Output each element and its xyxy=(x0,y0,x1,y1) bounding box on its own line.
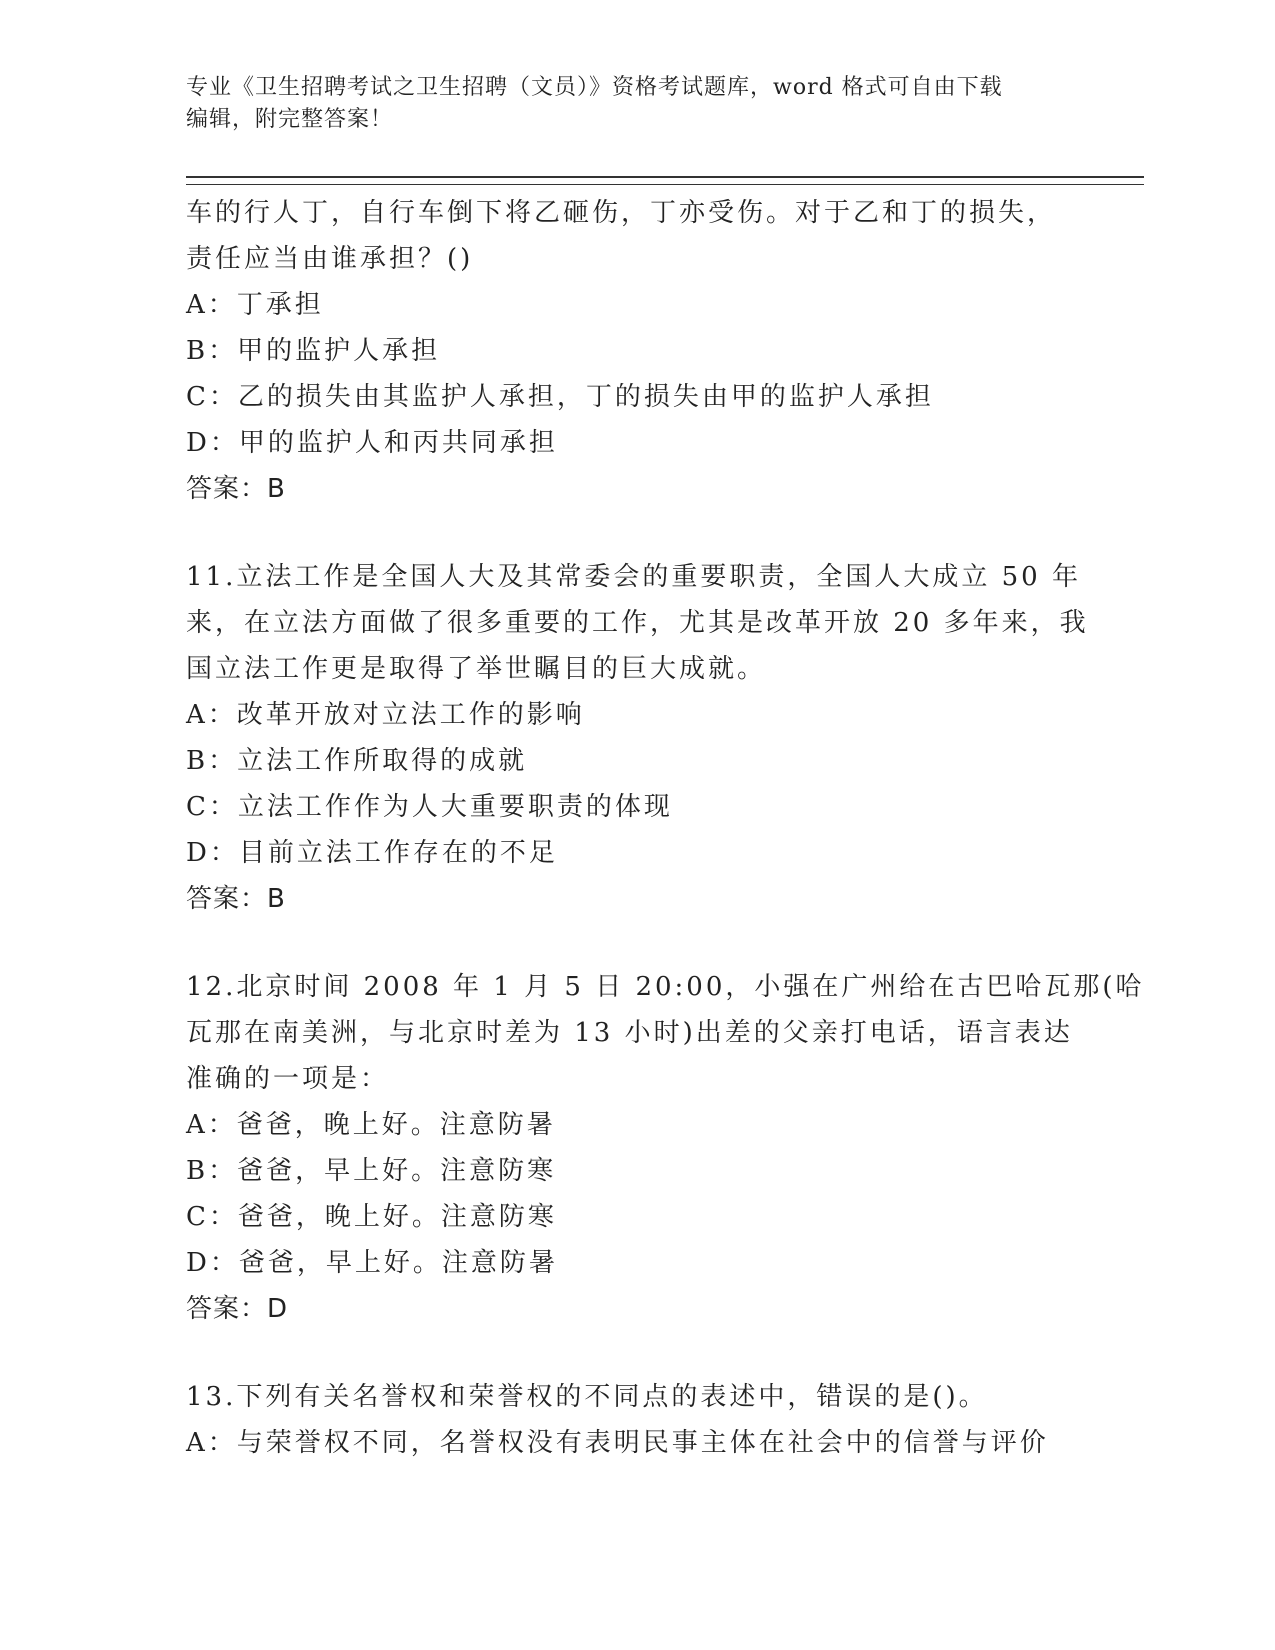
question-list xyxy=(186,190,1145,1466)
option-d: D：爸爸，早上好。注意防暑 xyxy=(186,1248,558,1278)
header-line-2: 编辑，附完整答案！ xyxy=(186,107,394,132)
option-a: A：丁承担 xyxy=(186,290,324,320)
question-stem-line: 准确的一项是： xyxy=(186,1064,390,1094)
option-b: B：甲的监护人承担 xyxy=(186,336,441,366)
option-d: D：目前立法工作存在的不足 xyxy=(186,838,558,868)
question-stem-line: 车的行人丁，自行车倒下将乙砸伤，丁亦受伤。对于乙和丁的损失， xyxy=(186,198,1057,228)
spacer xyxy=(186,512,1086,554)
header-line-1: 专业《卫生招聘考试之卫生招聘（文员）》资格考试题库，word 格式可自由下载 xyxy=(186,75,1003,100)
option-c: C：立法工作作为人大重要职责的体现 xyxy=(186,792,673,822)
option-a: A：与荣誉权不同，名誉权没有表明民事主体在社会中的信誉与评价 xyxy=(186,1428,1049,1458)
question-11 xyxy=(186,554,1089,922)
spacer xyxy=(186,1332,1086,1374)
question-13 xyxy=(186,1374,1086,1466)
question-stem-line: 13.下列有关名誉权和荣誉权的不同点的表述中，错误的是()。 xyxy=(186,1382,988,1412)
question-stem-line: 责任应当由谁承担？() xyxy=(186,244,474,274)
question-10 xyxy=(186,190,1086,512)
document-header xyxy=(186,72,1086,136)
question-stem-line: 12.北京时间 2008 年 1 月 5 日 20:00，小强在广州给在古巴哈瓦那(哈 xyxy=(186,972,1145,1002)
option-a: A：爸爸，晚上好。注意防暑 xyxy=(186,1110,556,1140)
question-stem-line: 瓦那在南美洲，与北京时差为 13 小时)出差的父亲打电话，语言表达 xyxy=(186,1018,1073,1048)
spacer xyxy=(186,922,1086,964)
question-stem-line: 11.立法工作是全国人大及其常委会的重要职责，全国人大成立 50 年 xyxy=(186,562,1081,592)
answer-text: 答案：D xyxy=(186,1294,289,1324)
option-d: D：甲的监护人和丙共同承担 xyxy=(186,428,558,458)
option-b: B：立法工作所取得的成就 xyxy=(186,746,528,776)
question-stem-line: 来，在立法方面做了很多重要的工作，尤其是改革开放 20 多年来，我 xyxy=(186,608,1089,638)
header-divider xyxy=(186,176,1144,185)
option-c: C：爸爸，晚上好。注意防寒 xyxy=(186,1202,557,1232)
answer-text: 答案：B xyxy=(186,474,286,504)
option-c: C：乙的损失由其监护人承担，丁的损失由甲的监护人承担 xyxy=(186,382,934,412)
question-12 xyxy=(186,964,1145,1332)
answer-text: 答案：B xyxy=(186,884,286,914)
question-stem-line: 国立法工作更是取得了举世瞩目的巨大成就。 xyxy=(186,654,767,684)
option-b: B：爸爸，早上好。注意防寒 xyxy=(186,1156,557,1186)
option-a: A：改革开放对立法工作的影响 xyxy=(186,700,585,730)
